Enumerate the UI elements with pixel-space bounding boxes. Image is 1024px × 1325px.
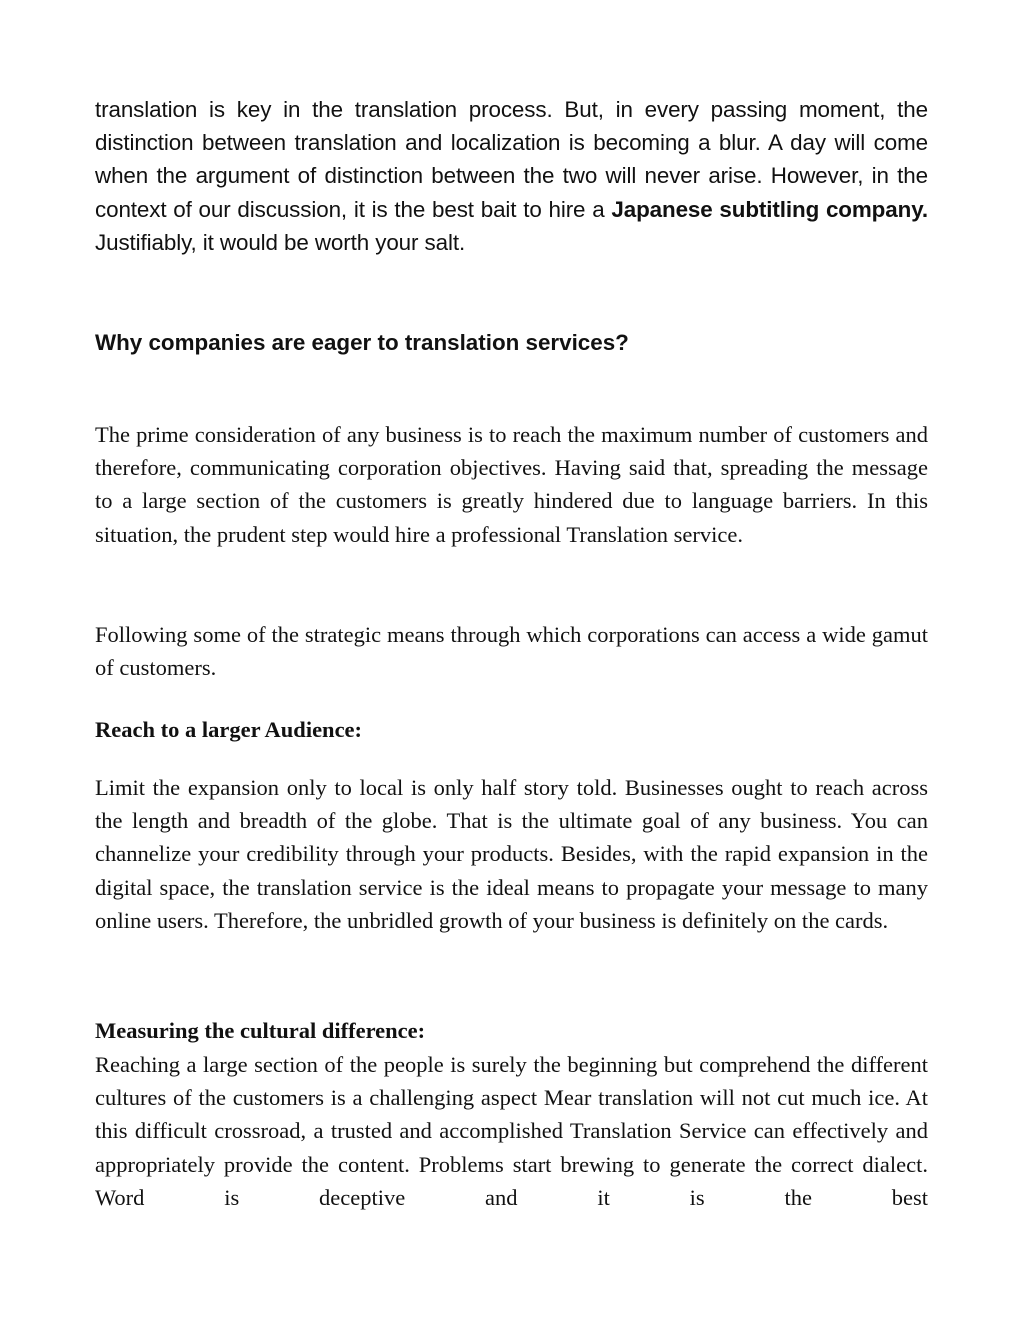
- heading-reach-audience: Reach to a larger Audience:: [95, 717, 363, 742]
- paragraph-prime-consideration: The prime consideration of any business is to reach the maximum number of customers and therefore, communicating corporation objectives. Having said that, spreading the message to a large section of the customers is greatly hindered due to language barriers. In this situation, the prudent step would hire a professional Translation service.: [95, 422, 928, 547]
- paragraph-following: Following some of the strategic means through which corporations can access a wide gamut of customers.: [95, 622, 928, 681]
- heading-why-companies: Why companies are eager to translation services?: [95, 330, 629, 355]
- intro-text-before: translation is key in the translation process. But, in every passing moment, the distinction between translation and localization is becoming a blur. A day will come when the argument of distinction between the two will never arise. However, in the context of our discussion, it is the best bait to hire a: [95, 97, 928, 222]
- intro-bold-company: Japanese subtitling company.: [611, 196, 929, 222]
- intro-text-after: Justifiably, it would be worth your salt.: [95, 229, 466, 255]
- paragraph-reaching-large-section: Reaching a large section of the people is surely the beginning but comprehend the different cultures of the customers is a challenging aspect Mear translation will not cut much ice. At this difficult crossroad, a trusted and accomplished Translation Service can effectively and appropriately provide the content. Problems start brewing to generate the correct dialect. Word is deceptive and it is the best: [95, 1052, 928, 1210]
- heading-measuring-cultural: Measuring the cultural difference:: [95, 1018, 426, 1043]
- intro-paragraph: [95, 93, 928, 259]
- paragraph-limit-expansion: Limit the expansion only to local is only half story told. Businesses ought to reach across the length and breadth of the globe. That is the ultimate goal of any business. You can channelize your credibility through your products. Besides, with the rapid expansion in the digital space, the translation service is the ideal means to propagate your message to many online users. Therefore, the unbridled growth of your business is definitely on the cards.: [95, 775, 928, 933]
